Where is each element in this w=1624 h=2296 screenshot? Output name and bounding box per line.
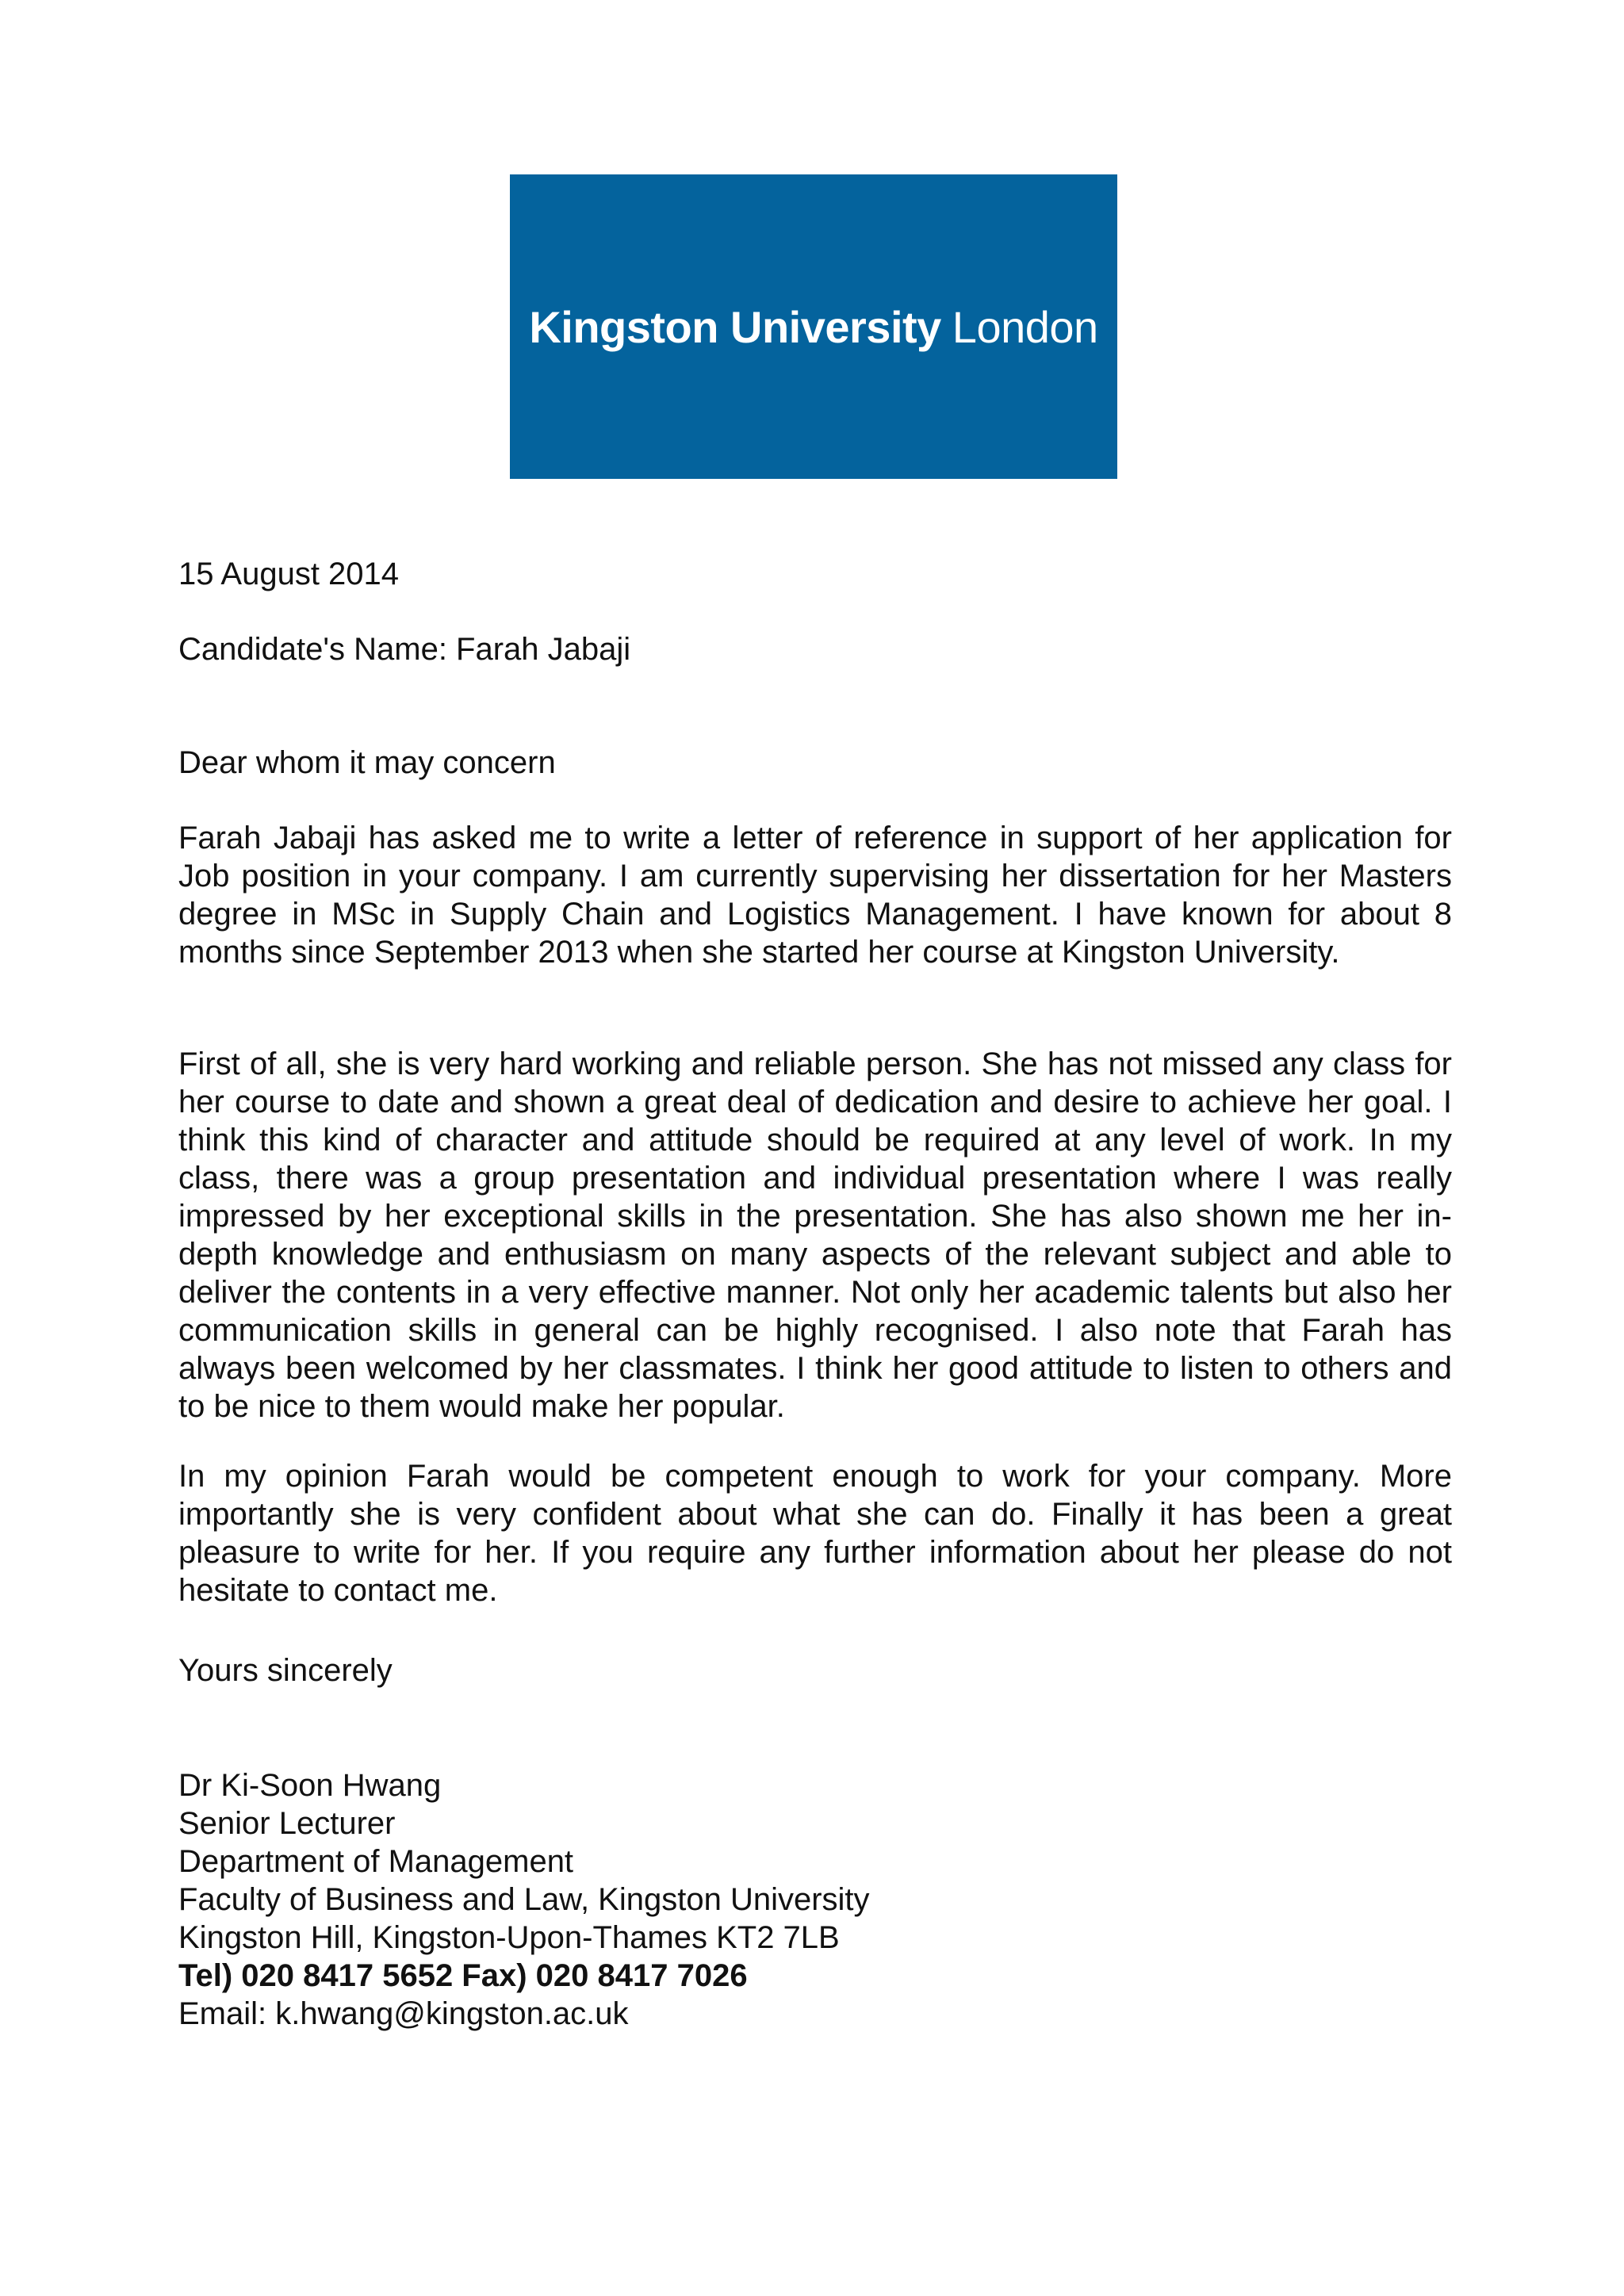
letter-date: 15 August 2014: [178, 557, 400, 591]
paragraph-introduction: Farah Jabaji has asked me to write a letter of reference in support of her application for Job position in your company. I am currently supervising her dissertation for her Masters degree in MSc in Supply Chain and Logistics Management. I have known for about 8 months since September 2013 when she started her course at Kingston University.: [178, 821, 1452, 970]
paragraph-character: First of all, she is very hard working and reliable person. She has not missed any class for her course to date and shown a great deal of dedication and desire to achieve her goal. I think this kind of character and attitude should be required at any level of work. In my class, there was a group presentation and individual presentation where I was really impressed by her exceptional skills in the presentation. She has also shown me her in-depth knowledge and enthusiasm on many aspects of the relevant subject and able to deliver the contents in a very effective manner. Not only her academic talents but also her communication skills in general can be highly recognised. I also note that Farah has always been welcomed by her classmates. I think her good attitude to listen to others and to be nice to them would make her popular.: [178, 1047, 1452, 1424]
signatory-email: Email: k.hwang@kingston.ac.uk: [178, 1996, 629, 2031]
university-logo: [510, 174, 1117, 479]
signatory-faculty: Faculty of Business and Law, Kingston University: [178, 1882, 870, 1917]
closing: Yours sincerely: [178, 1653, 393, 1688]
signatory-phone-fax: Tel) 020 8417 5652 Fax) 020 8417 7026: [178, 1958, 748, 1993]
signatory-title: Senior Lecturer: [178, 1806, 396, 1841]
salutation: Dear whom it may concern: [178, 745, 556, 780]
signature-block: [178, 1766, 870, 2033]
signatory-name: Dr Ki-Soon Hwang: [178, 1768, 442, 1803]
paragraph-recommendation: In my opinion Farah would be competent enough to work for your company. More importantly she is very confident about what she can do. Finally it has been a great pleasure to write for her. If you require any further information about her please do not hesitate to contact me.: [178, 1459, 1452, 1608]
logo-name-light: London: [952, 301, 1098, 352]
signatory-address: Kingston Hill, Kingston-Upon-Thames KT2 7LB: [178, 1920, 840, 1955]
logo-name-bold: Kingston University: [529, 301, 941, 352]
candidate-name-line: Candidate's Name: Farah Jabaji: [178, 632, 631, 667]
signatory-department: Department of Management: [178, 1844, 574, 1879]
